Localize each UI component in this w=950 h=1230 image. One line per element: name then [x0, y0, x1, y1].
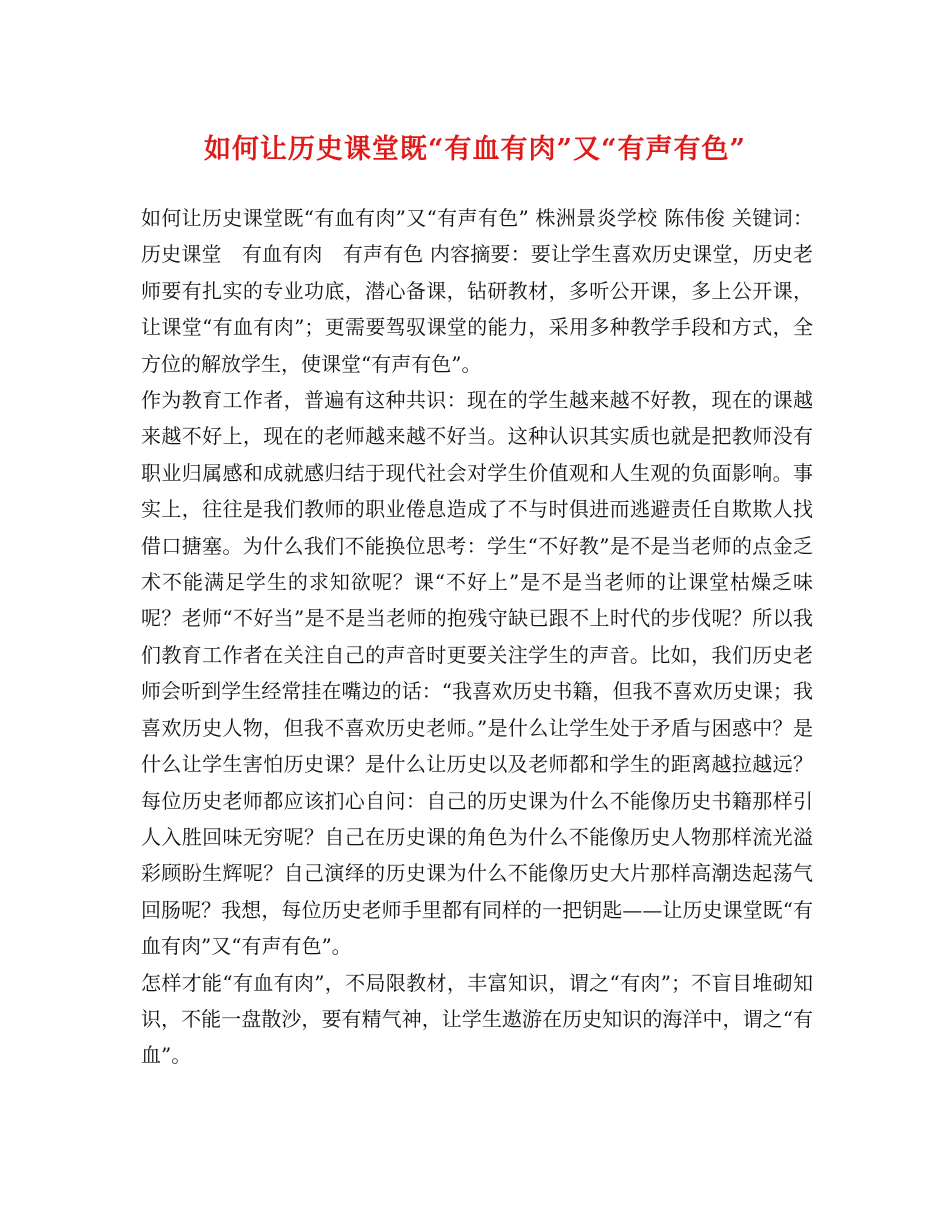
paragraph-abstract: 如何让历史课堂既“有血有肉”又“有声有色” 株洲景炎学校 陈伟俊 关键词：历史课堂 有血有肉 有声有色 内容摘要：要让学生喜欢历史课堂，历史老师要有扎实的专业功底，潜心备课，钻研教材，多听公开课，多上公开课，让课堂“有血有肉”；更需要驾驭课堂的能力，采用多种教学手段和方式，全方位的解放学生，使课堂“有声有色”。	[141, 206, 813, 376]
paragraph-flesh-and-blood: 怎样才能“有血有肉”，不局限教材，丰富知识，谓之“有肉”；不盲目堆砌知识，不能一盘散沙，要有精气神，让学生遨游在历史知识的海洋中，谓之“有血”。	[141, 970, 813, 1068]
document-body	[141, 200, 813, 1074]
document-title: 如何让历史课堂既“有血有肉”又“有声有色”	[203, 134, 747, 165]
paragraph-introduction: 作为教育工作者，普遍有这种共识：现在的学生越来越不好教，现在的课越来越不好上，现在的老师越来越不好当。这种认识其实质也就是把教师没有职业归属感和成就感归结于现代社会对学生价值观和人生观的负面影响。事实上，往往是我们教师的职业倦息造成了不与时俱进而逃避责任自欺欺人找借口搪塞。为什么我们不能换位思考：学生“不好教”是不是当老师的点金乏术不能满足学生的求知欲呢？课“不好上”是不是当老师的让课堂枯燥乏味呢？老师“不好当”是不是当老师的抱残守缺已跟不上时代的步伐呢？所以我们教育工作者在关注自己的声音时更要关注学生的声音。比如，我们历史老师会听到学生经常挂在嘴边的话：“我喜欢历史书籍，但我不喜欢历史课；我喜欢历史人物，但我不喜欢历史老师。”是什么让学生处于矛盾与困惑中？是什么让学生害怕历史课？是什么让历史以及老师都和学生的距离越拉越远？每位历史老师都应该扪心自问：自己的历史课为什么不能像历史书籍那样引人入胜回味无穷呢？自己在历史课的角色为什么不能像历史人物那样流光溢彩顾盼生辉呢？自己演绎的历史课为什么不能像历史大片那样高潮迭起荡气回肠呢？我想，每位历史老师手里都有同样的一把钥匙——让历史课堂既“有血有肉”又“有声有色”。	[141, 388, 813, 959]
